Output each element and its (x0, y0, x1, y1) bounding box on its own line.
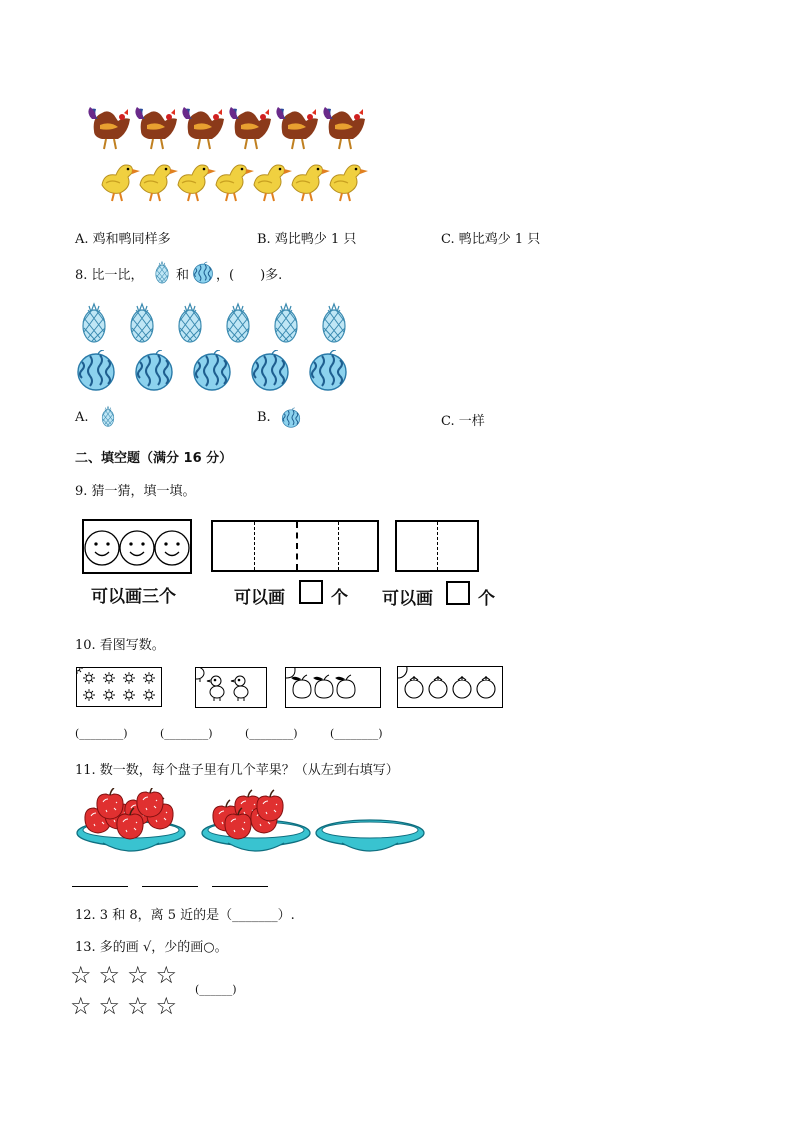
star-icon: ☆ (155, 961, 185, 989)
q8-option-b-label: B. (257, 410, 271, 425)
q7-option-b[interactable]: B. 鸡比鸭少 1 只 (257, 232, 357, 247)
q11-blank-1[interactable] (72, 886, 128, 887)
q7-option-a[interactable]: A. 鸡和鸭同样多 (75, 232, 171, 247)
q10-frame-tomatoes (397, 666, 503, 708)
q11-plates (74, 788, 430, 862)
q13-stars-top (70, 962, 184, 988)
star-icon: ☆ (127, 992, 156, 1020)
star-icon: ☆ (70, 961, 99, 989)
rooster-row (88, 107, 365, 149)
q13-stars-bottom (70, 993, 184, 1019)
q9-box-four (211, 520, 379, 572)
q9-box-two (395, 520, 479, 572)
pineapple-icon (150, 258, 174, 288)
rooster-icon (88, 107, 130, 149)
duck-row (102, 165, 368, 201)
q11-blank-2[interactable] (142, 886, 198, 887)
q9-label-3: 可以画 (382, 589, 433, 609)
q7-option-c[interactable]: C. 鸭比鸡少 1 只 (441, 232, 541, 247)
q9-prompt: 9. 猜一猜，填一填。 (75, 484, 196, 499)
q8-option-a[interactable] (75, 410, 89, 425)
section-title: 二、填空题（满分 16 分） (75, 451, 233, 466)
q8-prompt-c: ，( )多. (216, 268, 283, 283)
q10-blank-3[interactable]: (________) (245, 727, 298, 740)
q10-blank-4[interactable]: (________) (330, 727, 383, 740)
q7-picture (88, 105, 380, 213)
q8-prompt-a: 8. 比一比， (75, 268, 144, 283)
q13-blank[interactable]: (______) (195, 983, 237, 996)
pineapple-icon (98, 403, 118, 431)
q10-frame-peaches (285, 667, 381, 708)
q10-blank-1[interactable]: (________) (75, 727, 128, 740)
q10-frame-suns (76, 667, 162, 707)
q13-prompt: 13. 多的画 √，少的画○。 (75, 940, 228, 955)
q9-unit-1: 个 (331, 588, 348, 608)
q8-option-a-label: A. (75, 410, 89, 425)
q8-option-c[interactable]: C. 一样 (441, 414, 485, 429)
q10-blank-2[interactable]: (________) (160, 727, 213, 740)
q11-prompt: 11. 数一数，每个盘子里有几个苹果？（从左到右填写） (75, 763, 399, 778)
star-icon: ☆ (98, 992, 128, 1020)
watermelon-icon (190, 260, 216, 286)
q11-blank-3[interactable] (212, 886, 268, 887)
pineapple-row (70, 300, 370, 348)
star-icon: ☆ (98, 961, 128, 989)
q9-box-smileys (82, 519, 192, 574)
q8-prompt-b: 和 (176, 268, 190, 283)
q8-option-b[interactable] (257, 410, 271, 425)
watermelon-icon (279, 406, 303, 430)
star-icon: ☆ (70, 992, 99, 1020)
q9-label-1: 可以画三个 (91, 587, 176, 607)
q9-answer-box-1[interactable] (299, 580, 323, 604)
duck-icon (102, 165, 140, 201)
q9-answer-box-2[interactable] (446, 581, 470, 605)
star-icon: ☆ (155, 992, 185, 1020)
q9-unit-2: 个 (478, 589, 495, 609)
q10-prompt: 10. 看图写数。 (75, 638, 165, 653)
watermelon-row (70, 350, 370, 394)
q9-label-2: 可以画 (234, 588, 285, 608)
q10-frame-chicks (195, 667, 267, 708)
q12-prompt: 12. 3 和 8，离 5 近的是（_______）. (75, 908, 295, 923)
star-icon: ☆ (127, 961, 156, 989)
